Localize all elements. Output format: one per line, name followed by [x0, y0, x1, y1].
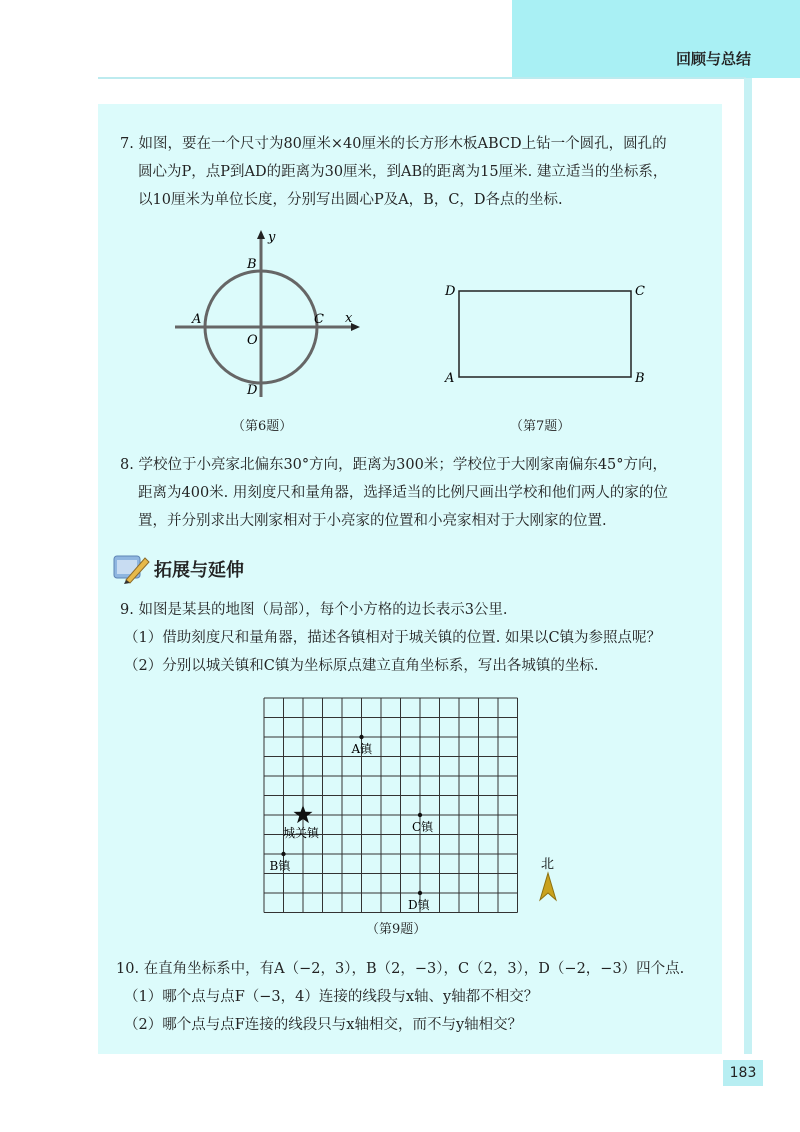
section-title: 拓展与延伸	[154, 560, 244, 581]
fig6-label-B: B	[247, 257, 257, 272]
problem-10-line-1: 10. 在直角坐标系中，有A（−2，3），B（2，−3），C（2，3），D（−2，−3）四个点.	[116, 961, 685, 977]
fig6-label-C: C	[314, 312, 324, 327]
problem-9-line-1: 9. 如图是某县的地图（局部），每个小方格的边长表示3公里.	[120, 602, 508, 618]
fig6-label-D: D	[247, 383, 258, 398]
town-A-label: A镇	[351, 742, 373, 756]
problem-9-line-2: （1）借助刻度尺和量角器，描述各镇相对于城关镇的位置. 如果以C镇为参照点呢？	[124, 630, 662, 646]
fig6-label-O: O	[247, 333, 258, 348]
figure-6-caption: （第6题）	[232, 419, 293, 434]
problem-7-line-3: 以10厘米为单位长度，分别写出圆心P及A，B，C，D各点的坐标.	[138, 192, 563, 208]
town-C-label: C镇	[412, 820, 434, 834]
town-D-label: D镇	[408, 898, 430, 912]
header-rule	[98, 77, 746, 79]
pencil-icon	[112, 550, 150, 584]
fig7-rectangle	[459, 291, 631, 377]
town-B-label: B镇	[269, 859, 291, 873]
fig9-towns	[270, 735, 435, 912]
page-number: 183	[723, 1060, 763, 1086]
fig7-label-C: C	[635, 284, 645, 299]
problem-7-line-1: 7. 如图，要在一个尺寸为80厘米×40厘米的长方形木板ABCD上钻一个圆孔，圆孔的	[120, 136, 667, 152]
town-chengguan-label: 城关镇	[283, 826, 320, 840]
figure-9-caption: （第9题）	[366, 922, 427, 937]
town-D-dot	[418, 891, 422, 895]
town-B-dot	[281, 852, 285, 856]
problem-7-line-2: 圆心为P，点P到AD的距离为30厘米，到AB的距离为15厘米. 建立适当的坐标系，	[138, 164, 668, 180]
fig7-label-B: B	[635, 371, 645, 386]
north-arrow-icon	[540, 873, 556, 900]
town-C-dot	[418, 813, 422, 817]
figure-9-map	[250, 690, 580, 915]
problem-8-line-2: 距离为400米. 用刻度尺和量角器，选择适当的比例尺画出学校和他们两人的家的位	[138, 485, 668, 501]
problem-10-line-2: （1）哪个点与点F（−3，4）连接的线段与x轴、y轴都不相交？	[124, 989, 539, 1005]
town-A-dot	[359, 735, 363, 739]
problem-10-line-3: （2）哪个点与点F连接的线段只与x轴相交，而不与y轴相交？	[124, 1017, 523, 1033]
figure-7-caption: （第7题）	[510, 419, 571, 434]
fig6-y-arrow	[257, 230, 265, 239]
fig6-label-A: A	[192, 312, 202, 327]
problem-9-line-3: （2）分别以城关镇和C镇为坐标原点建立直角坐标系，写出各城镇的坐标.	[124, 658, 599, 674]
problem-8-line-1: 8. 学校位于小亮家北偏东30°方向，距离为300米；学校位于大刚家南偏东45°方向，	[120, 457, 668, 473]
figure-7	[440, 280, 660, 390]
problem-8-line-3: 置，并分别求出大刚家相对于小亮家的位置和小亮家相对于大刚家的位置.	[138, 513, 607, 529]
figure-6	[170, 225, 370, 400]
fig6-label-y: y	[268, 230, 276, 245]
fig7-label-D: D	[445, 284, 456, 299]
chapter-title: 回顾与总结	[676, 50, 752, 68]
fig9-grid	[264, 698, 518, 913]
north-label: 北	[541, 857, 555, 872]
fig6-x-arrow	[351, 323, 360, 331]
side-strip	[744, 78, 752, 1054]
header-tab	[512, 0, 800, 78]
fig6-label-x: x	[345, 311, 353, 326]
fig7-label-A: A	[445, 371, 455, 386]
